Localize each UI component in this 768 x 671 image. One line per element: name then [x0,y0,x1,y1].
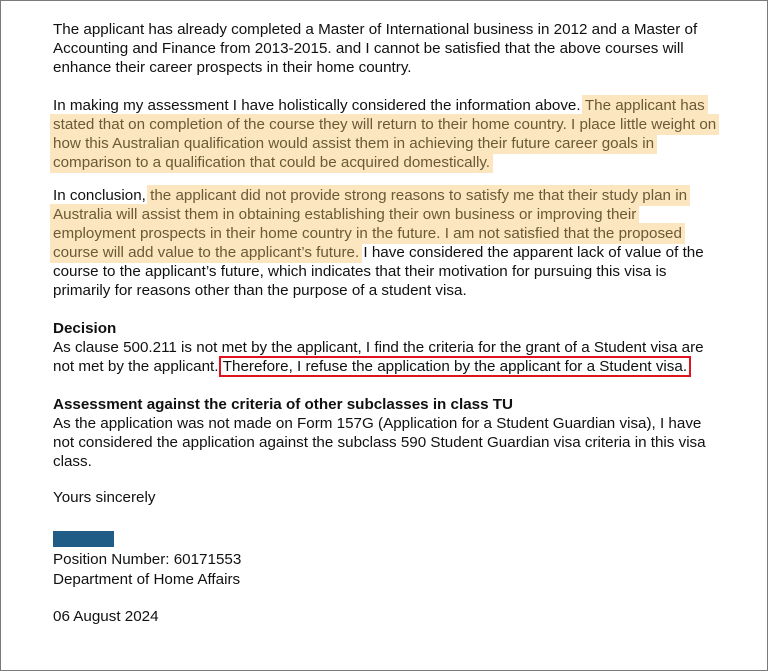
paragraph-assessment [53,96,723,172]
signature-block [53,531,723,627]
paragraph-conclusion [53,186,723,300]
highlighted-text-return-home: The applicant has stated that on completion of the course they will return to their home country. I place little weight on how this Australian qualification would assist them in achieving their future career goals in comparison to a qualification that could be acquired domestically. [50,95,719,173]
assessment-heading: Assessment against the criteria of other subclasses in class TU [53,396,514,413]
letter-body [53,20,723,627]
paragraph-other-subclasses: As the application was not made on Form 157G (Application for a Student Guardian visa), I have not considered the application against the subclass 590 Student Guardian visa criteria in this visa class. [53,415,706,470]
redacted-name-block [53,531,114,547]
paragraph-decision [53,338,723,376]
decision-heading: Decision [53,320,117,337]
boxed-refusal-statement: Therefore, I refuse the application by the applicant for a Student visa. [219,356,691,377]
department-name: Department of Home Affairs [53,570,241,588]
decision-plain-text: As clause 500.211 is not met by the applicant, I find the criteria for the grant of a Student visa are not met by the applicant. [53,339,704,375]
position-number: Position Number: 60171553 [53,551,242,568]
conclusion-plain-end: I have considered the apparent lack of value of the course to the applicant’s future, which indicates that their motivation for pursuing this visa is primarily for reasons other than the purpose of a student visa. [53,244,704,299]
highlighted-text-study-plan: the applicant did not provide strong reasons to satisfy me that their study plan in Australia will assist them in obtaining establishing their own business or improving their employment prospects in their home country in the future. I am not satisfied that the proposed course will add value to the applicant’s future. [50,185,690,263]
conclusion-plain-start: In conclusion, [53,187,146,204]
letter-date: 06 August 2024 [53,608,159,625]
closing-salutation: Yours sincerely [53,489,156,506]
assessment-plain-text: In making my assessment I have holistically considered the information above. [53,97,581,114]
paragraph-prior-qualifications: The applicant has already completed a Master of International business in 2012 and a Master of Accounting and Finance from 2013-2015. and I cannot be satisfied that the above courses will enhance their career prospects in their home country. [53,21,698,76]
